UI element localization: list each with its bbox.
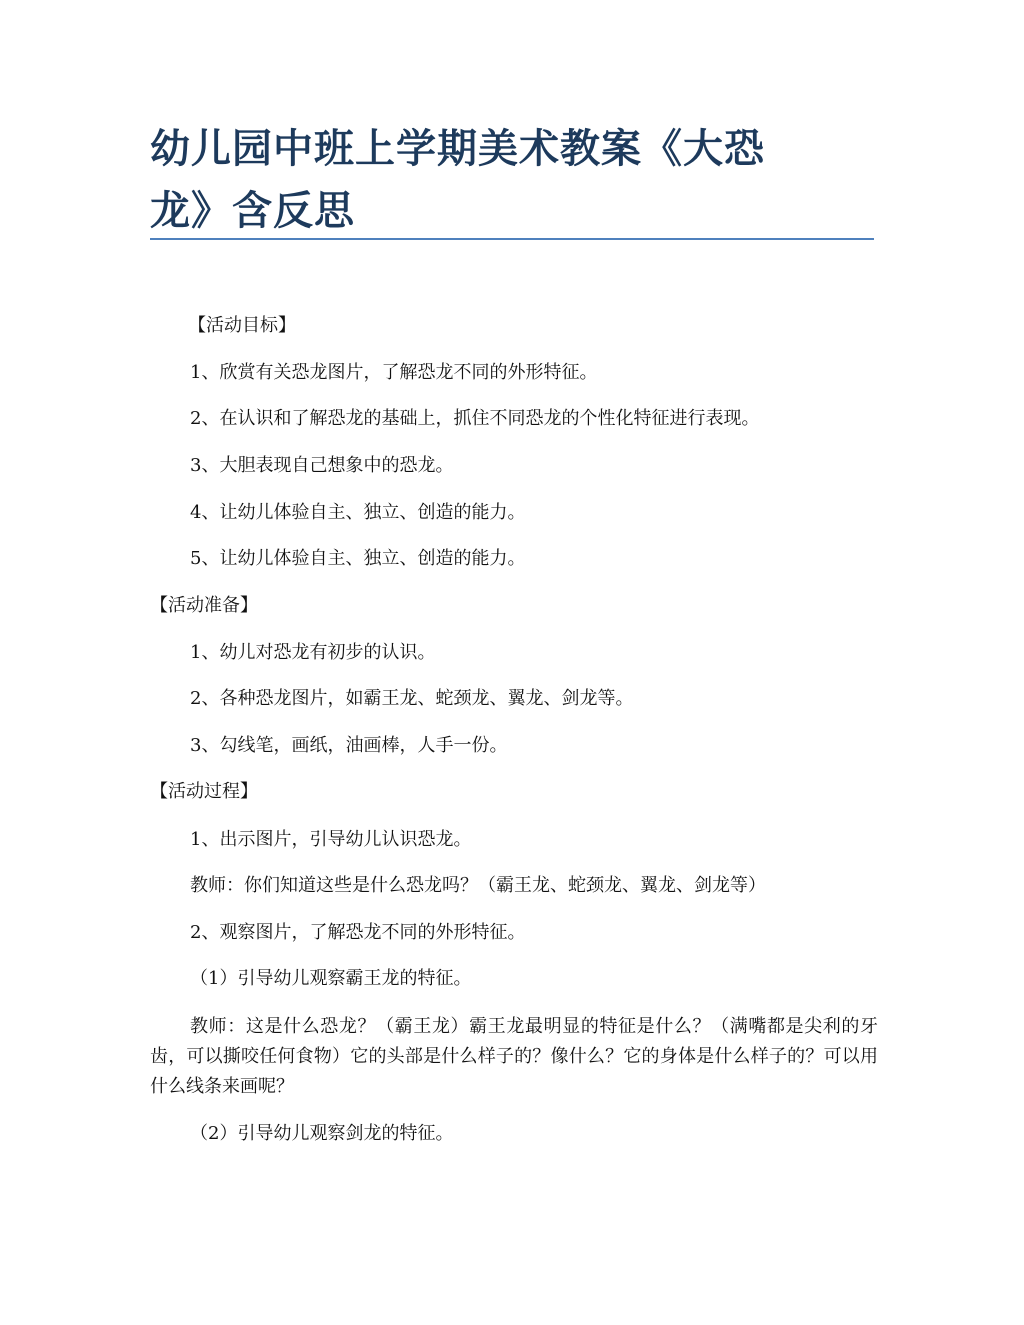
goal-item-4: 4、让幼儿体验自主、独立、创造的能力。 [190,502,526,523]
goal-item-1: 1、欣赏有关恐龙图片，了解恐龙不同的外形特征。 [190,362,598,383]
process-step-1: 1、出示图片，引导幼儿认识恐龙。 [190,829,472,850]
prep-heading: 【活动准备】 [150,595,258,616]
teacher-question-2: 教师：这是什么恐龙？（霸王龙）霸王龙最明显的特征是什么？（满嘴都是尖利的牙齿，可以撕咬任何食物）它的头部是什么样子的？像什么？它的身体是什么样子的？可以用什么线条来画呢？ [150,1016,878,1097]
document-title [150,118,830,242]
prep-item-2: 2、各种恐龙图片，如霸王龙、蛇颈龙、翼龙、剑龙等。 [190,688,634,709]
process-sub-step-1: （1）引导幼儿观察霸王龙的特征。 [190,968,472,989]
title-underline [150,238,874,240]
goal-item-3: 3、大胆表现自己想象中的恐龙。 [190,455,454,476]
teacher-question-1: 教师：你们知道这些是什么恐龙吗？（霸王龙、蛇颈龙、翼龙、剑龙等） [190,875,766,896]
title-line-1: 幼儿园中班上学期美术教案《大恐 [150,126,765,172]
title-line-2: 龙》含反思 [150,188,355,234]
goals-heading: 【活动目标】 [188,315,296,336]
goal-item-5: 5、让幼儿体验自主、独立、创造的能力。 [190,548,526,569]
process-heading: 【活动过程】 [150,781,258,802]
prep-item-3: 3、勾线笔，画纸，油画棒，人手一份。 [190,735,508,756]
goal-item-2: 2、在认识和了解恐龙的基础上，抓住不同恐龙的个性化特征进行表现。 [190,408,760,429]
process-sub-step-2: （2）引导幼儿观察剑龙的特征。 [190,1123,454,1144]
prep-item-1: 1、幼儿对恐龙有初步的认识。 [190,642,436,663]
process-step-2: 2、观察图片，了解恐龙不同的外形特征。 [190,922,526,943]
